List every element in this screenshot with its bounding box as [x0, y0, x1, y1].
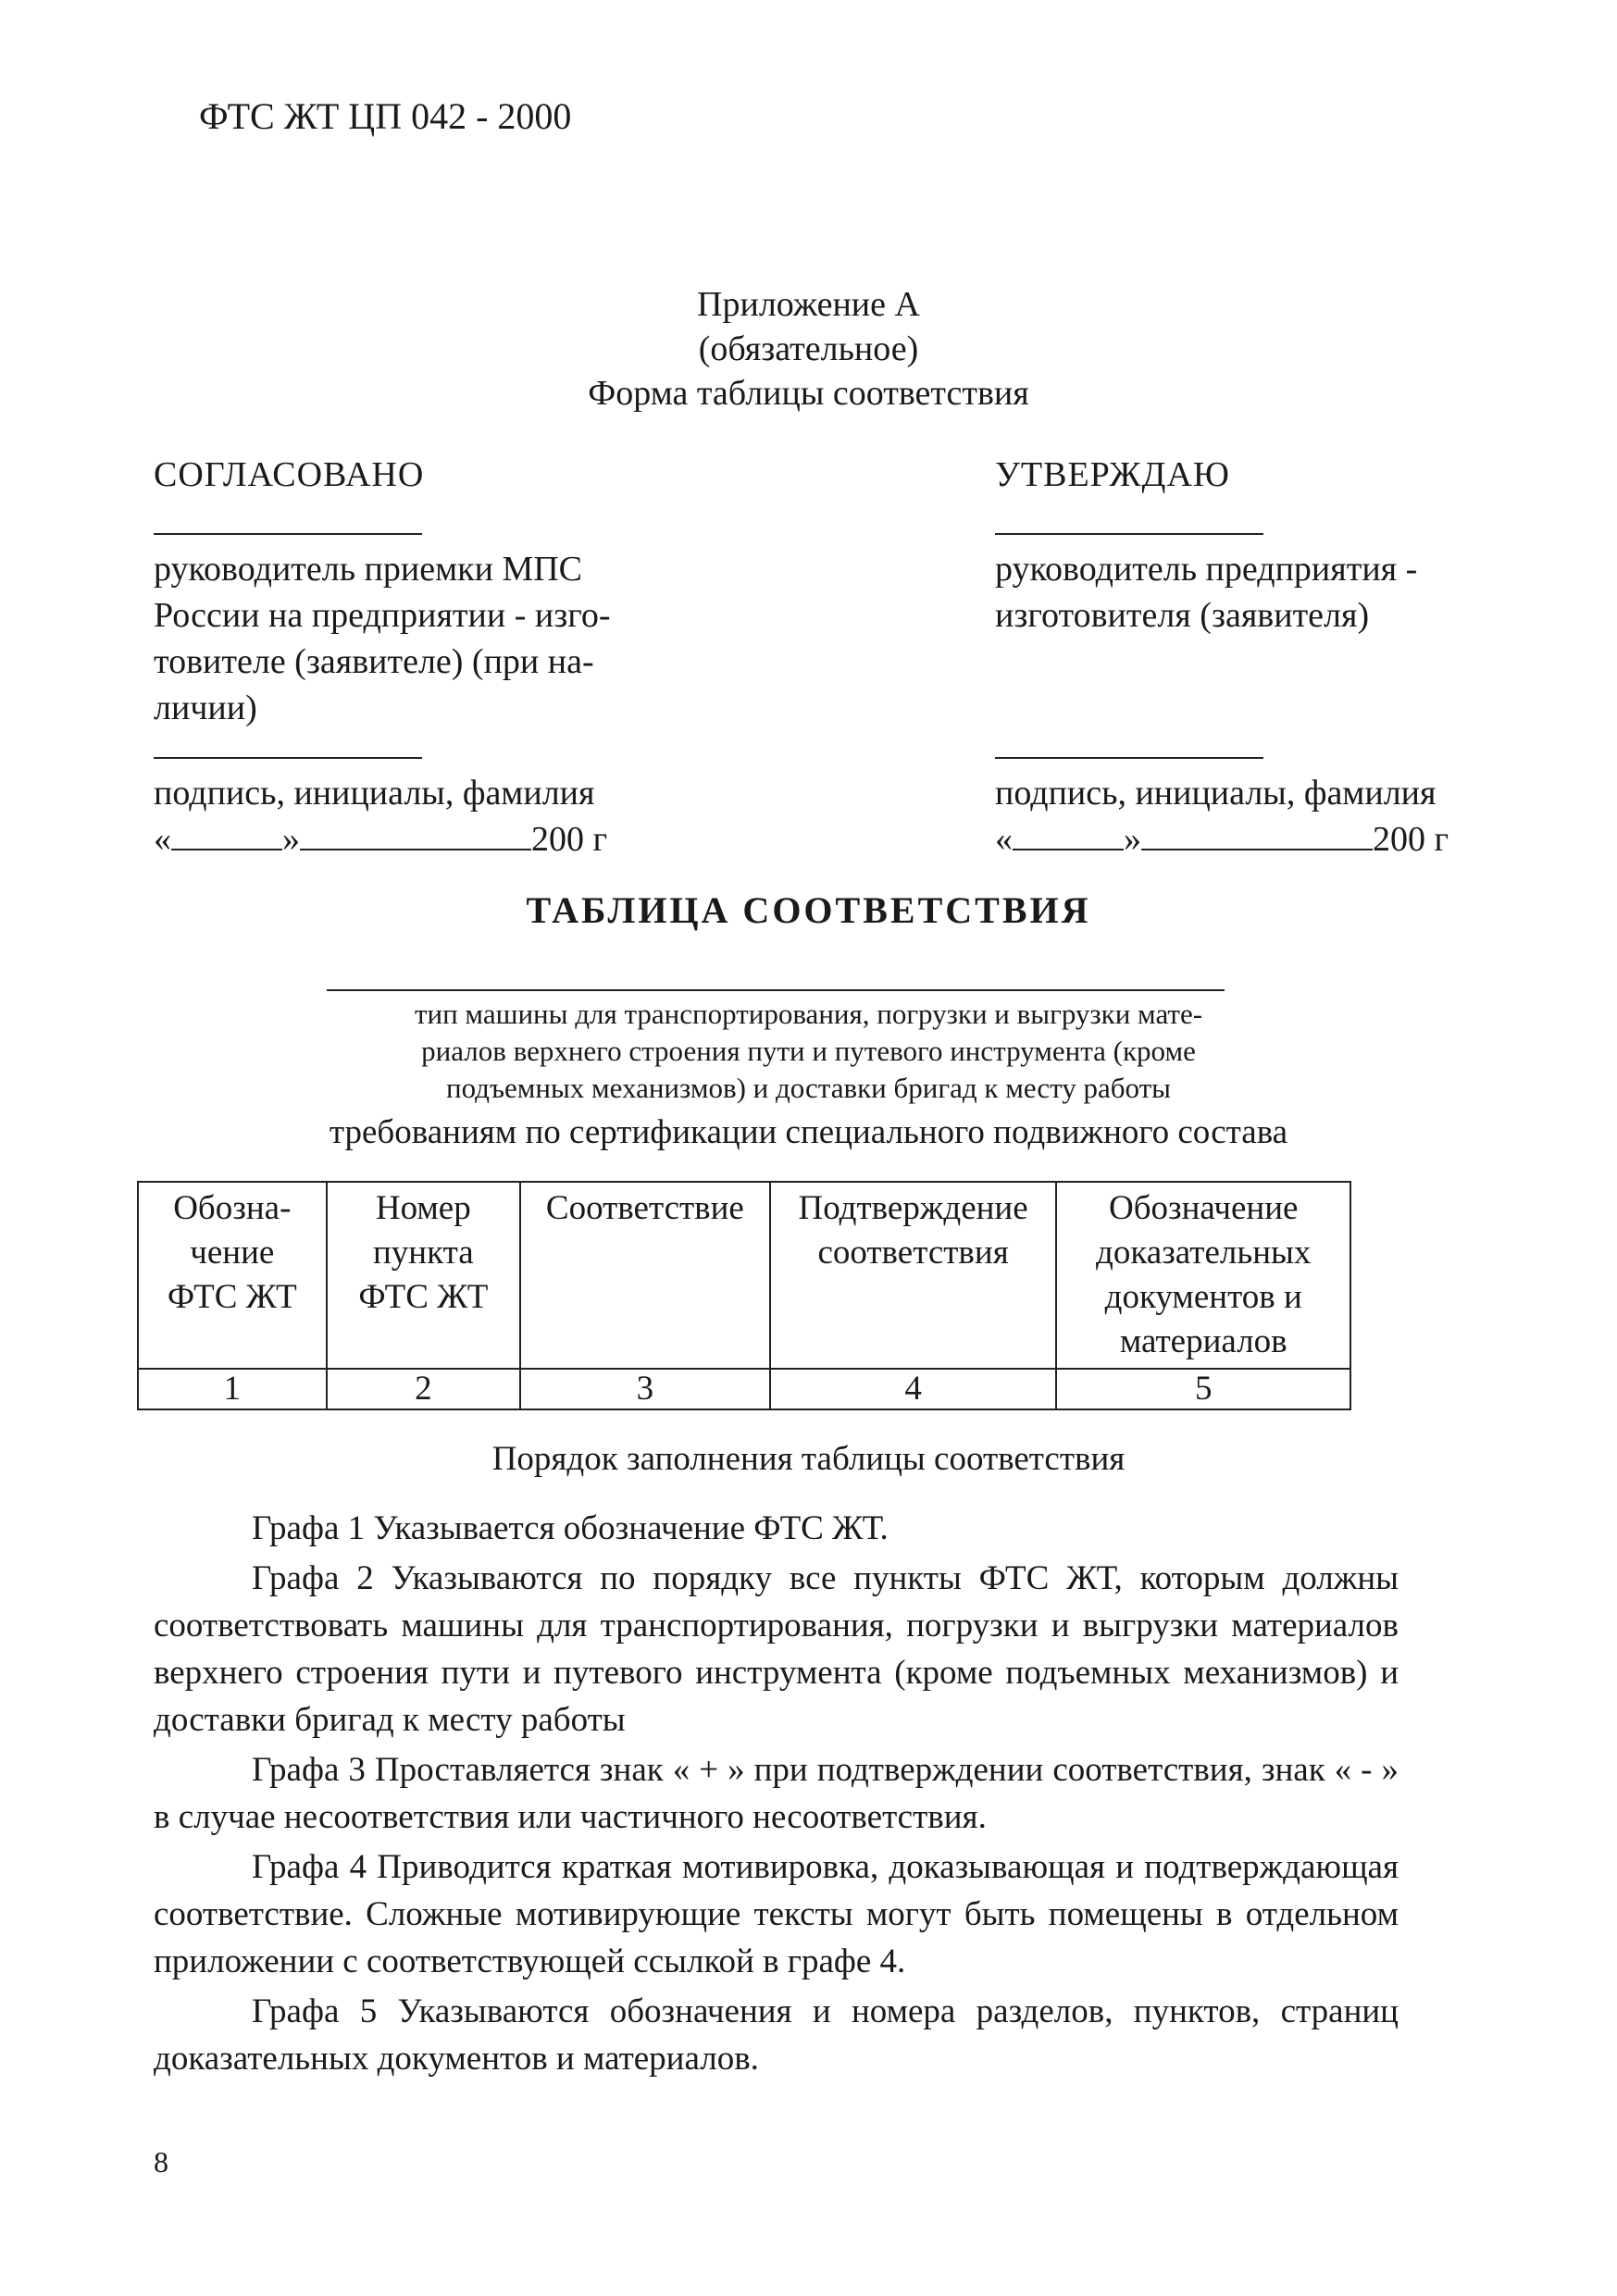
date-year: 200 г: [1373, 820, 1449, 859]
appendix-form-title: Форма таблицы соответствия: [588, 374, 1029, 413]
table-number-row: [138, 1369, 1350, 1409]
instruction-paragraph: Графа 5 Указываются обозначения и номера разделов, пунктов, страниц доказательных документов и материалов.: [154, 1992, 1399, 2078]
quote-open: «: [995, 820, 1013, 859]
column-number: 5: [1056, 1369, 1350, 1409]
subject-note: тип машины для транспортирования, погрузки и выгрузки мате- риалов верхнего строения пути и путевого инструмента (кроме подъемных механизмов) и доставки бригад к месту работы: [414, 998, 1203, 1104]
instruction-paragraph: Графа 1 Указывается обозначение ФТС ЖТ.: [252, 1509, 889, 1547]
instruction-paragraph: Графа 3 Проставляется знак « + » при подтверждении соответствия, знак « - » в случае несоответствия или частичного несоответствия.: [154, 1751, 1399, 1836]
column-header: Обозначение доказательных документов и материалов: [1056, 1182, 1350, 1369]
signature-line: [154, 533, 422, 535]
date-month-blank: [300, 817, 531, 850]
conformance-table: [137, 1181, 1351, 1410]
appendix-title: Приложение А: [697, 285, 920, 324]
table-title: ТАБЛИЦА СООТВЕТСТВИЯ: [526, 889, 1091, 931]
column-header: Подтверждение соответствия: [770, 1182, 1057, 1369]
document-code: ФТС ЖТ ЦП 042 - 2000: [199, 95, 572, 137]
column-header: Номер пункта ФТС ЖТ: [327, 1182, 520, 1369]
approver-role-approve: руководитель предприятия - изготовителя (заявителя): [995, 550, 1418, 635]
approval-heading-approve: УТВЕРЖДАЮ: [995, 455, 1230, 494]
approval-heading-agreed: СОГЛАСОВАНО: [154, 455, 425, 494]
column-number: 3: [520, 1369, 770, 1409]
date-year: 200 г: [531, 820, 608, 859]
approval-block-agreed: [154, 452, 672, 863]
column-header: Обозна- чение ФТС ЖТ: [138, 1182, 327, 1369]
approval-block-approve: [995, 452, 1513, 863]
signature-line: [995, 533, 1263, 535]
quote-close: »: [1124, 820, 1141, 859]
instructions-heading: Порядок заполнения таблицы соответствия: [491, 1440, 1126, 1478]
table-header-row: [138, 1182, 1350, 1369]
subject-fill-line: [327, 989, 1225, 991]
requirement-line: требованиям по сертификации специального подвижного состава: [329, 1113, 1288, 1151]
page-number: 8: [154, 2145, 168, 2178]
column-number: 2: [327, 1369, 520, 1409]
date-row: [154, 816, 672, 863]
signature-line: [995, 757, 1263, 759]
instruction-paragraph: Графа 2 Указываются по порядку все пункты ФТС ЖТ, которым должны соответствовать машины для транспортирования, погрузки и выгрузки материалов верхнего строения пути и путевого инструмента (кроме подъемных механизмов) и доставки бригад к месту работы: [154, 1559, 1399, 1739]
quote-open: «: [154, 820, 171, 859]
instruction-paragraph: Графа 4 Приводится краткая мотивировка, доказывающая и подтверждающая соответствие. Сложные мотивирующие тексты могут быть помещены в отдельном приложении с соответствующей ссылкой в графе 4.: [154, 1848, 1399, 1980]
column-number: 1: [138, 1369, 327, 1409]
quote-close: »: [282, 820, 300, 859]
date-row: [995, 816, 1513, 863]
date-day-blank: [1013, 817, 1124, 850]
date-month-blank: [1141, 817, 1373, 850]
column-number: 4: [770, 1369, 1057, 1409]
appendix-status: (обязательное): [698, 329, 919, 368]
column-header: Соответствие: [520, 1182, 770, 1369]
signature-line: [154, 757, 422, 759]
date-day-blank: [171, 817, 282, 850]
signature-caption: подпись, инициалы, фамилия: [154, 774, 595, 813]
approver-role-agreed: руководитель приемки МПС России на предприятии - изго- товителе (заявителе) (при на- личии): [154, 550, 611, 727]
signature-caption: подпись, инициалы, фамилия: [995, 774, 1437, 813]
instructions-body: [154, 1505, 1399, 2085]
